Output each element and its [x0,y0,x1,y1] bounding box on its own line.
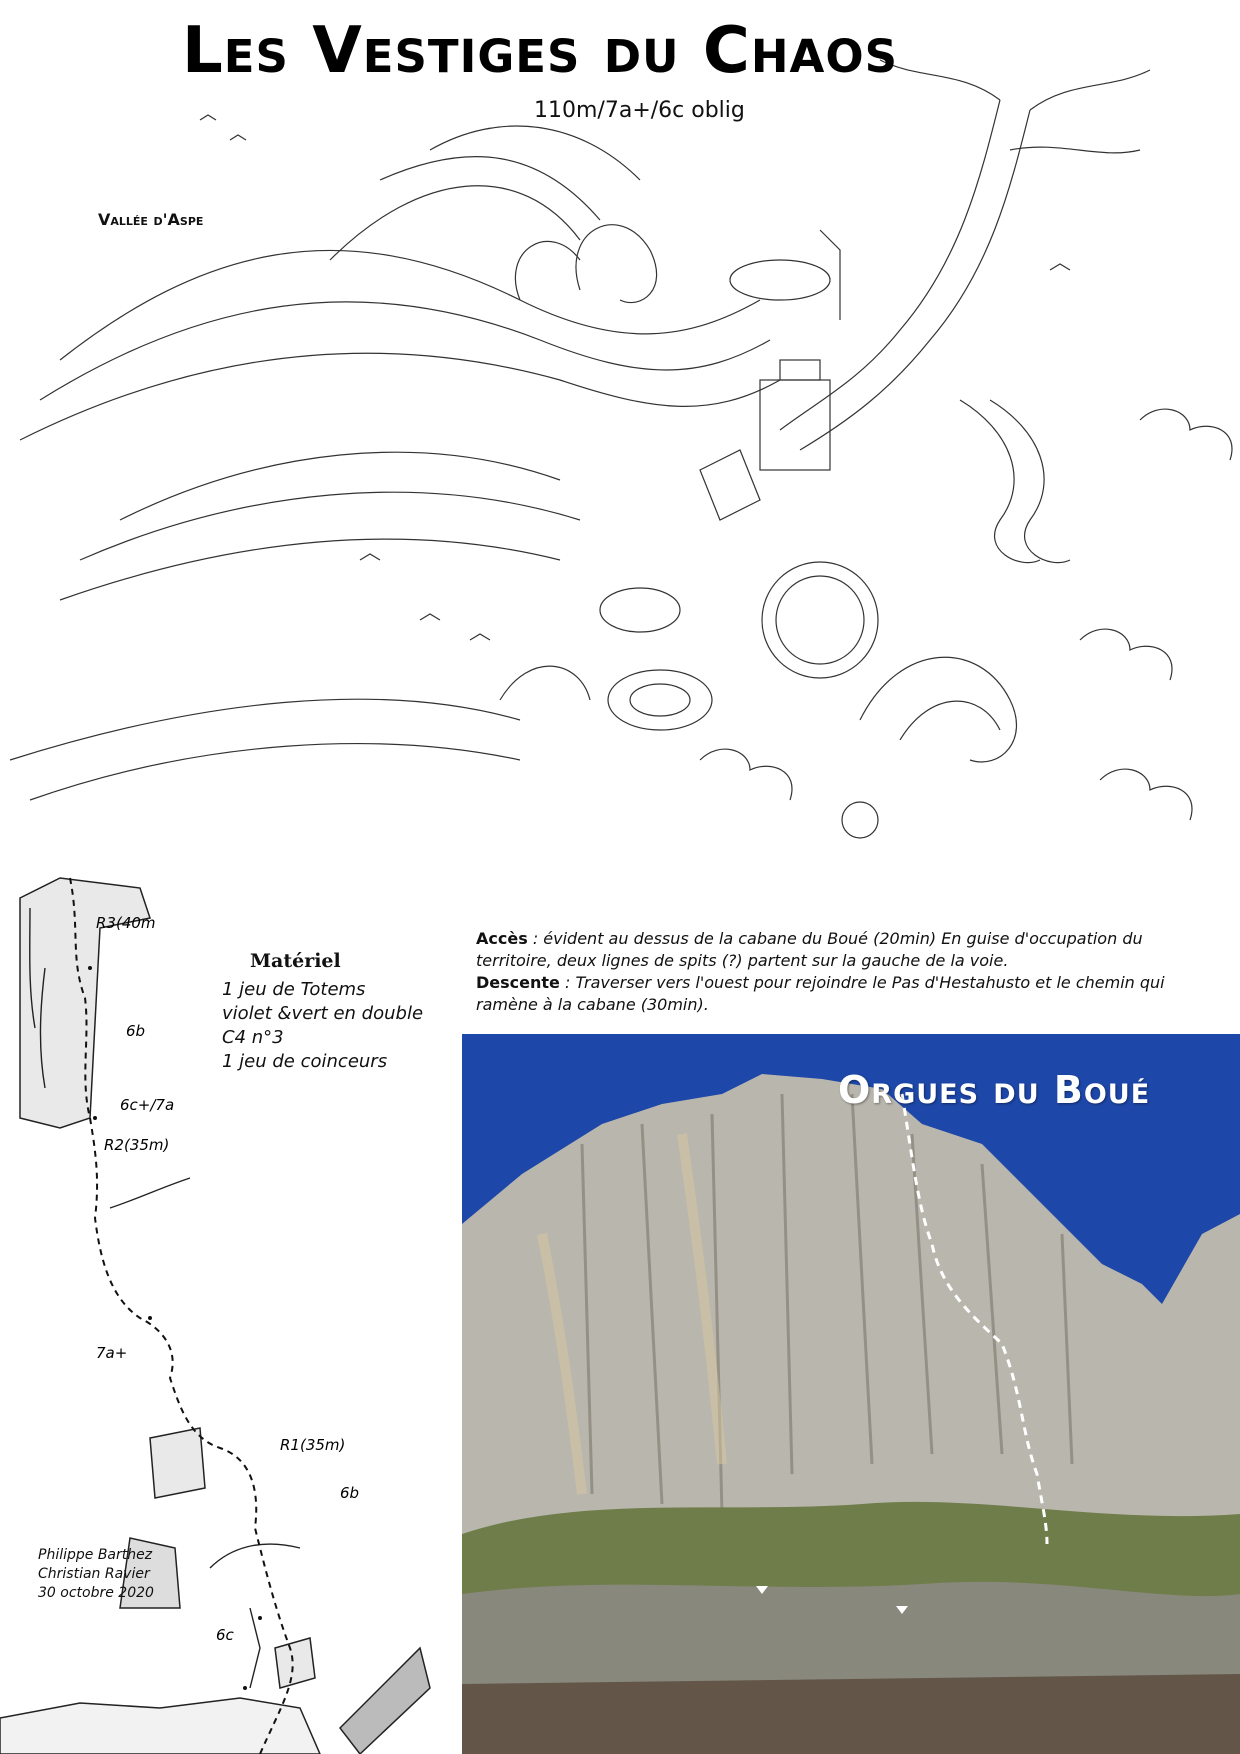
route-grade: 110m/7a+/6c oblig [534,98,745,123]
chaos-illustration [0,0,1240,860]
topo-label-r3: R3(40m [96,914,156,932]
equipment-item: 1 jeu de coinceurs [222,1051,388,1072]
equipment-list [222,978,423,1074]
topo-label-r2: R2(35m) [104,1136,170,1154]
access-text: : évident au dessus de la cabane du Boué (20min) En guise d'occupation du territoire, deux lignes de spits (?) partent sur la gauche de la voie. [476,929,1143,970]
route-date: 30 octobre 2020 [38,1585,154,1601]
topo-label-6c: 6c [216,1626,234,1644]
authors-block [38,1546,154,1603]
equipment-item: C4 n°3 [222,1027,284,1048]
topo-label-7a: 7a+ [96,1344,128,1362]
topo-label-6c7a: 6c+/7a [120,1096,175,1114]
region-label: Vallée d'Aspe [98,210,204,229]
route-title: Les Vestiges du Chaos [182,14,898,88]
equipment-item: violet &vert en double [222,1003,424,1024]
equipment-title: Matériel [250,950,341,972]
photo-title: Orgues du Boué [838,1068,1151,1112]
topo-label-r1: R1(35m) [280,1436,346,1454]
access-info [476,928,1216,1016]
topo-label-6b-top: 6b [126,1022,146,1040]
cliff-photo [462,1034,1240,1754]
access-paragraph [476,928,1216,972]
author-name: Philippe Barthez [38,1547,153,1563]
equipment-item: 1 jeu de Totems [222,979,366,1000]
topo-label-6b-low: 6b [340,1484,360,1502]
descent-label: Descente [476,973,560,992]
author-name: Christian Ravier [38,1566,150,1582]
access-label: Accès [476,929,528,948]
descent-paragraph [476,972,1216,1016]
descent-text: : Traverser vers l'ouest pour rejoindre le Pas d'Hestahusto et le chemin qui ramène à la cabane (30min). [476,973,1165,1014]
